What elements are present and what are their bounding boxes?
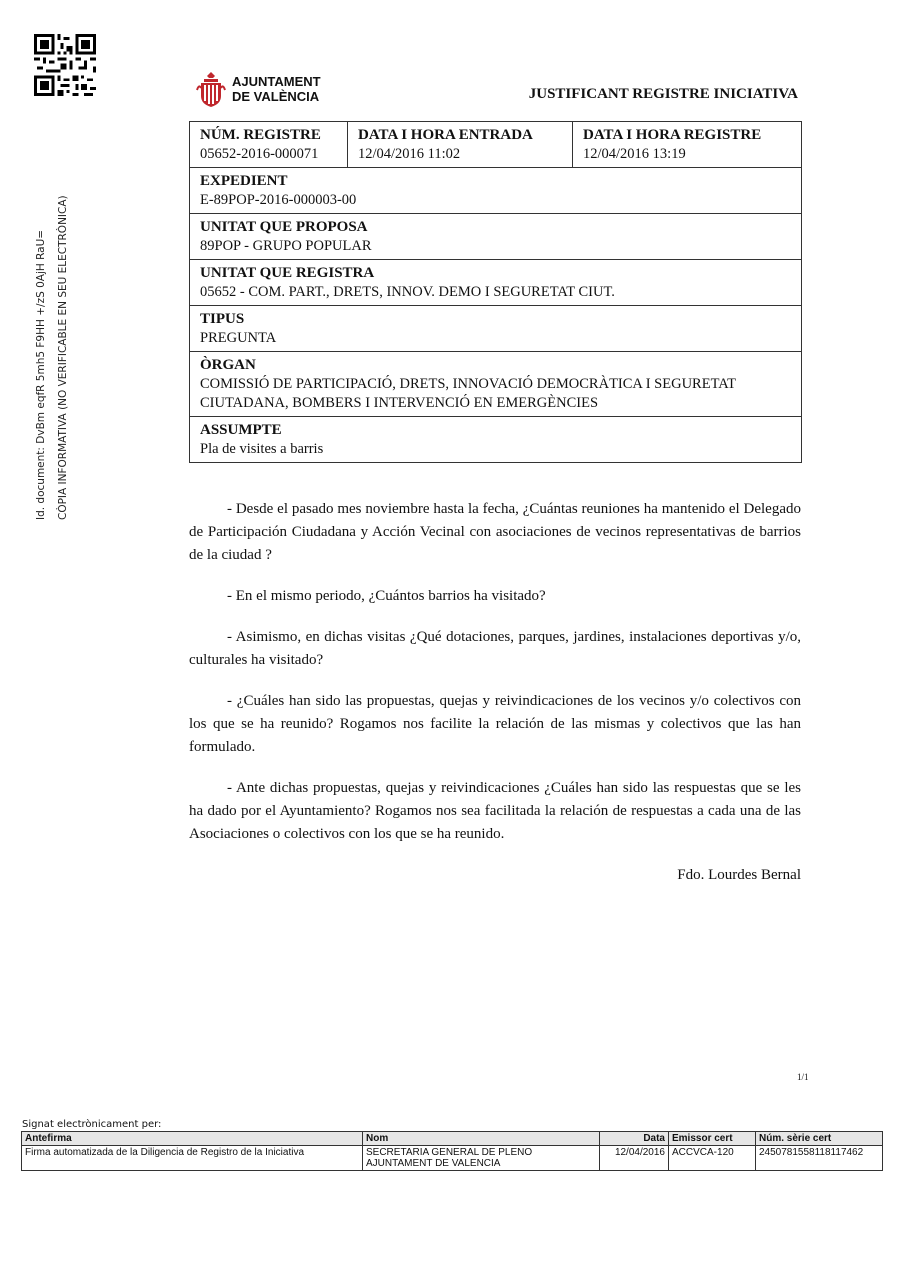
unitat-proposa-value: 89POP - GRUPO POPULAR [200, 238, 372, 254]
data-registre-label: DATA I HORA REGISTRE [583, 127, 762, 143]
expedient-label: EXPEDIENT [200, 173, 288, 189]
unitat-proposa-label: UNITAT QUE PROPOSA [200, 219, 368, 235]
question-paragraph: - Ante dichas propuestas, quejas y reivindicaciones ¿Cuáles han sido las respuestas que se les ha dado por el Ayuntamiento? Rogamos nos sea facilitada la relación de respuestas a cada una de las Asociaciones o colectivos con los que se ha reunido. [189, 780, 801, 842]
data-registre-value: 12/04/2016 13:19 [583, 146, 686, 162]
signature: Fdo. Lourdes Bernal [677, 867, 801, 883]
document-id: Id. document: DvBm eqfR 5mh5 F9HH +/zS 0AjH RaU= [35, 229, 47, 520]
data-entrada-label: DATA I HORA ENTRADA [358, 127, 533, 143]
question-paragraph: - En el mismo periodo, ¿Cuántos barrios ha visitado? [227, 588, 546, 604]
organ-value: COMISSIÓ DE PARTICIPACIÓ, DRETS, INNOVACIÓ DEMOCRÀTICA I SEGURETAT CIUTADANA, BOMBERS I INTERVENCIÓ EN EMERGÈNCIES [200, 376, 736, 411]
page-number: 1/1 [797, 1072, 809, 1082]
unitat-registra-label: UNITAT QUE REGISTRA [200, 265, 375, 281]
tipus-value: PREGUNTA [200, 330, 277, 346]
organ-cell [190, 352, 802, 417]
coat-of-arms-icon [196, 70, 226, 108]
table-row [22, 1146, 883, 1171]
tipus-cell [190, 306, 802, 352]
unitat-registra-cell [190, 260, 802, 306]
unitat-proposa-cell [190, 214, 802, 260]
copy-notice: CÒPIA INFORMATIVA (NO VERIFICABLE EN SEU ELECTRÒNICA) [57, 195, 69, 520]
assumpte-cell [190, 417, 802, 463]
unitat-registra-value: 05652 - COM. PART., DRETS, INNOV. DEMO I SEGURETAT CIUT. [200, 284, 615, 300]
emissor-cell: ACCVCA-120 [669, 1146, 756, 1171]
registry-table [189, 121, 802, 463]
assumpte-value: Pla de visites a barris [200, 441, 324, 457]
question-paragraph: - Desde el pasado mes noviembre hasta la fecha, ¿Cuántas reuniones ha mantenido el Delegado de Participación Ciudadana y Acción Vecinal con asociaciones de vecinos representativas de barrios de la ciudad ? [189, 501, 801, 563]
expedient-value: E-89POP-2016-000003-00 [200, 192, 357, 208]
logo-line-2: DE VALÈNCIA [232, 89, 320, 104]
nom-cell [363, 1146, 600, 1171]
col-antefirma: Antefirma [22, 1132, 363, 1146]
nom-line-1: SECRETARIA GENERAL DE PLENO [366, 1147, 533, 1158]
col-data: Data [600, 1132, 669, 1146]
tipus-label: TIPUS [200, 311, 245, 327]
data-registre-cell [573, 122, 802, 168]
side-verification-text [30, 195, 74, 520]
data-entrada-value: 12/04/2016 11:02 [358, 146, 461, 162]
assumpte-label: ASSUMPTE [200, 422, 282, 438]
serie-cell: 2450781558118117462 [756, 1146, 883, 1171]
num-registre-value: 05652-2016-000071 [200, 146, 319, 162]
col-nom: Nom [363, 1132, 600, 1146]
question-paragraph: - Asimismo, en dichas visitas ¿Qué dotaciones, parques, jardines, instalaciones deportivas y/o, culturales ha visitado? [189, 629, 801, 668]
data-entrada-cell [348, 122, 573, 168]
ajuntament-logo [196, 70, 321, 108]
logo-line-1: AJUNTAMENT [232, 74, 321, 89]
qr-code [34, 34, 96, 96]
signed-by-label: Signat electrònicament per: [22, 1119, 162, 1130]
col-serie: Núm. sèrie cert [756, 1132, 883, 1146]
document-title: JUSTIFICANT REGISTRE INICIATIVA [528, 86, 798, 102]
col-emissor: Emissor cert [669, 1132, 756, 1146]
signatures-table [21, 1131, 883, 1171]
num-registre-label: NÚM. REGISTRE [200, 127, 321, 143]
question-paragraph: - ¿Cuáles han sido las propuestas, quejas y reivindicaciones de los vecinos y/o colectivos con los que se ha reunido? Rogamos nos facilite la relación de las mismas y colectivos que las han formulado. [189, 693, 801, 755]
num-registre-cell [190, 122, 348, 168]
question-body [189, 498, 801, 887]
nom-line-2: AJUNTAMENT DE VALENCIA [366, 1158, 501, 1169]
data-cell: 12/04/2016 [600, 1146, 669, 1171]
antefirma-cell: Firma automatizada de la Diligencia de Registro de la Iniciativa [22, 1146, 363, 1171]
expedient-cell [190, 168, 802, 214]
organ-label: ÒRGAN [200, 357, 256, 373]
